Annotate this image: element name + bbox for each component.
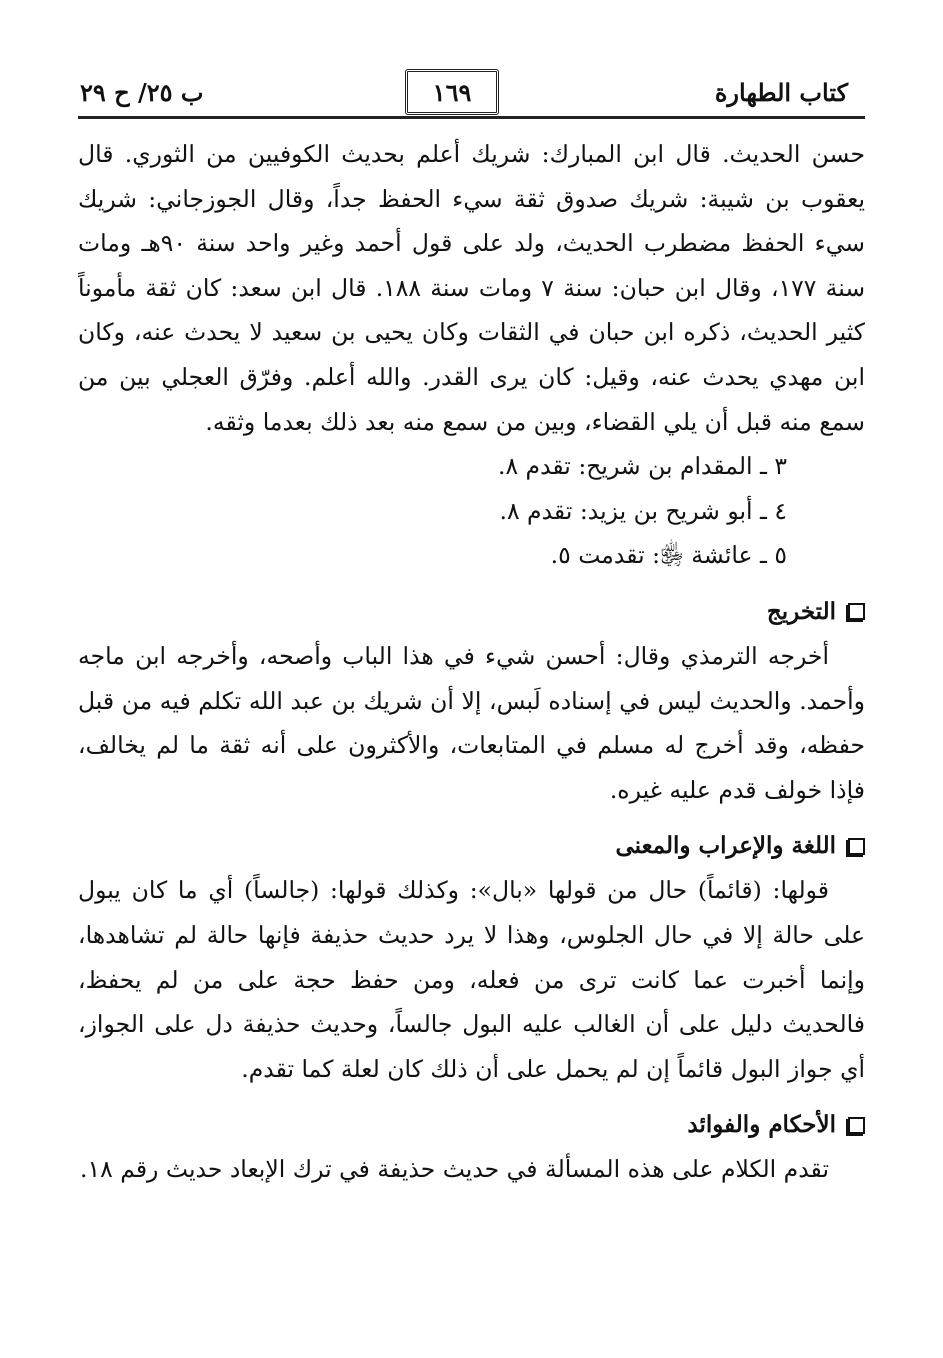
page-number: ١٦٩	[405, 69, 499, 115]
narrator-item: ٥ ـ عائشة ﵂: تقدمت ٥.	[550, 541, 787, 570]
section-title: التخريج	[766, 597, 836, 625]
ahkam-paragraph: تقدم الكلام على هذه المسألة في حديث حذيفة في ترك الإبعاد حديث رقم ١٨.	[79, 1155, 829, 1184]
takhrij-paragraph: أخرجه الترمذي وقال: أحسن شيء في هذا الباب وأصحه، وأخرجه ابن ماجه وأحمد. والحديث ليس في إسناده لَبس، إلا أن شريك بن عبد الله تكلم فيه من قبل حفظه، وقد أخرج له مسلم في المتابعات، والأكثرون على أنه ثقة ما لم يخالف، فإذا خولف قدم عليه غيره.	[78, 641, 865, 804]
square-bullet-icon	[848, 838, 865, 855]
section-heading-lugha	[78, 824, 865, 868]
narrator-item: ٤ ـ أبو شريح بن يزيد: تقدم ٨.	[499, 496, 787, 525]
lugha-paragraph: قولها: (قائماً) حال من قولها «بال»: وكذلك قولها: (جالساً) أي ما كان يبول على حالة إلا في حال الجلوس، وهذا لا يرد حديث حذيفة فإنها حالة لم تشاهدها، وإنما أخبرت عما كانت ترى من فعله، ومن حفظ حجة على من لم يحفظ، فالحديث دليل على أن الغالب عليه البول جالساً، وحديث حذيفة دل على الجواز، أي جواز البول قائماً إن لم يحمل على أن ذلك كان لعلة كما تقدم.	[78, 876, 865, 1083]
header-divider	[78, 116, 865, 119]
narrator-item: ٣ ـ المقدام بن شريح: تقدم ٨.	[497, 452, 787, 481]
narrator-list	[78, 444, 865, 578]
narrator-paragraph: حسن الحديث. قال ابن المبارك: شريك أعلم بحديث الكوفيين من الثوري. قال يعقوب بن شيبة: شريك صدوق ثقة سيء الحفظ جداً، وقال الجوزجاني: شريك سيء الحفظ مضطرب الحديث، ولد على قول أحمد وغير واحد سنة ٩٠هـ ومات سنة ١٧٧، وقال ابن حبان: سنة ٧ ومات سنة ١٨٨. قال ابن سعد: كان ثقة مأموناً كثير الحديث، ذكره ابن حبان في الثقات وكان يحيى بن سعيد لا يحدث عنه، وكان ابن مهدي يحدث عنه، وقيل: كان يرى القدر. والله أعلم. وفرّق العجلي بين من سمع منه قبل أن يلي القضاء، وبين من سمع منه بعد ذلك بعدما وثقه.	[78, 140, 866, 436]
page-body	[78, 132, 865, 1192]
book-title: كتاب الطهارة	[714, 78, 848, 107]
chapter-reference: ب ٢٥/ ح ٢٩	[80, 78, 204, 107]
square-bullet-icon	[848, 1117, 865, 1134]
square-bullet-icon	[848, 603, 865, 620]
section-heading-takhrij	[78, 590, 865, 634]
section-title: اللغة والإعراب والمعنى	[615, 832, 836, 860]
section-title: الأحكام والفوائد	[687, 1111, 836, 1139]
section-heading-ahkam	[78, 1103, 865, 1147]
